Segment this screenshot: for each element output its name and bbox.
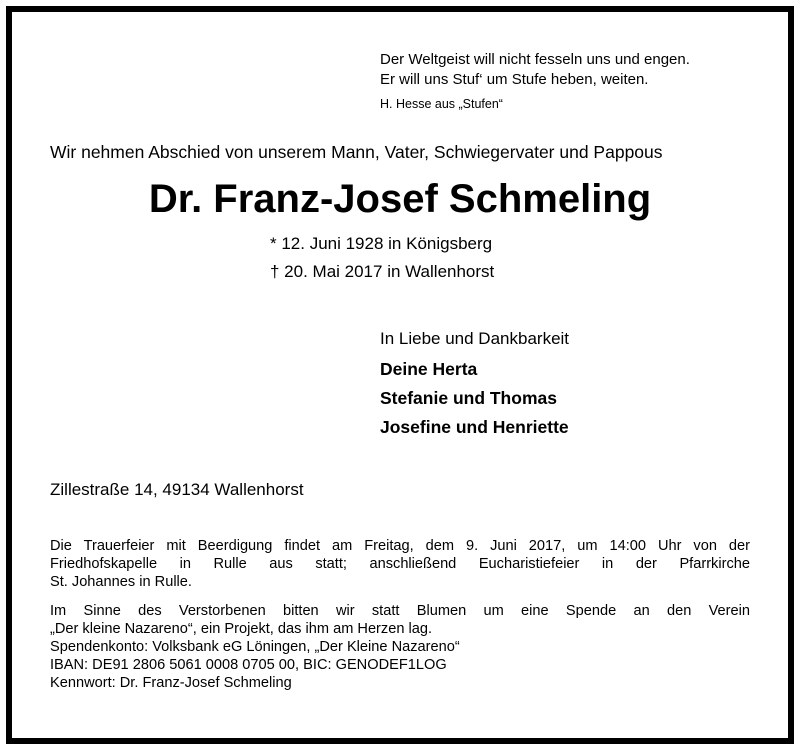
donation-line: Spendenkonto: Volksbank eG Löningen, „Der Kleine Nazareno“ — [50, 639, 460, 655]
birth-date: * 12. Juni 1928 in Königsberg — [270, 234, 493, 253]
signatory-name: Josefine und Henriette — [380, 417, 569, 437]
quote-source: H. Hesse aus „Stufen“ — [380, 97, 503, 111]
funeral-line: Die Trauerfeier mit Beerdigung findet am Freitag, dem 9. Juni 2017, um 14:00 Uhr von der — [50, 538, 750, 554]
funeral-line: Friedhofskapelle in Rulle aus statt; anschließend Eucharistiefeier in der Pfarrkirche — [50, 556, 750, 572]
death-date: † 20. Mai 2017 in Wallenhorst — [270, 262, 495, 281]
signatories-intro: In Liebe und Dankbarkeit — [380, 329, 570, 348]
quote-line-1: Der Weltgeist will nicht fesseln uns und engen. — [380, 51, 690, 68]
donation-paragraph — [50, 602, 750, 692]
signatory-name: Stefanie und Thomas — [380, 388, 557, 408]
donation-line: Im Sinne des Verstorbenen bitten wir statt Blumen um eine Spende an den Verein — [50, 603, 750, 619]
funeral-paragraph — [50, 537, 750, 591]
donation-line: Kennwort: Dr. Franz-Josef Schmeling — [50, 675, 292, 691]
donation-line: „Der kleine Nazareno“, ein Projekt, das ihm am Herzen lag. — [50, 621, 433, 637]
deceased-name: Dr. Franz-Josef Schmeling — [148, 177, 652, 221]
address: Zillestraße 14, 49134 Wallenhorst — [50, 480, 304, 499]
announcement-intro: Wir nehmen Abschied von unserem Mann, Vater, Schwiegervater und Pappous — [50, 142, 663, 162]
signatory-name: Deine Herta — [380, 359, 478, 379]
quote-line-2: Er will uns Stuf‘ um Stufe heben, weiten. — [380, 71, 649, 88]
funeral-line: St. Johannes in Rulle. — [50, 574, 192, 590]
donation-line: IBAN: DE91 2806 5061 0008 0705 00, BIC: GENODEF1LOG — [50, 657, 447, 673]
